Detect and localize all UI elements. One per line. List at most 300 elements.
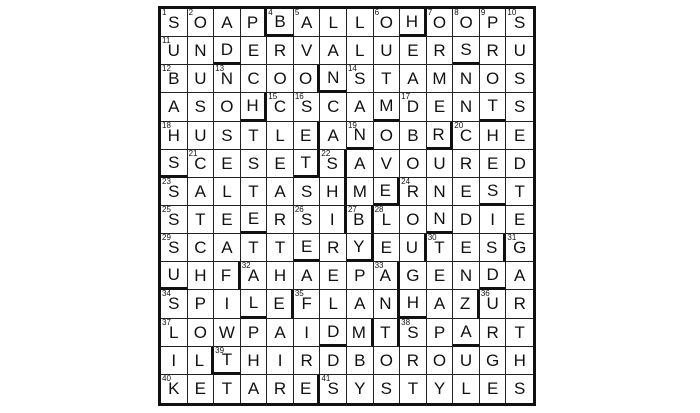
grid-cell[interactable]	[188, 37, 215, 65]
grid-cell[interactable]	[453, 347, 480, 375]
cell-letter: C	[194, 153, 207, 173]
grid-cell[interactable]	[453, 9, 480, 37]
grid-cell[interactable]	[267, 178, 294, 206]
grid-cell[interactable]	[347, 319, 374, 347]
clue-number: 4	[268, 8, 273, 17]
cell-letter: R	[459, 153, 473, 173]
cell-letter: L	[194, 350, 205, 370]
cell-letter: F	[220, 266, 232, 286]
grid-cell[interactable]	[188, 93, 215, 121]
cell-letter: Y	[354, 379, 366, 399]
grid-cell[interactable]	[320, 375, 347, 403]
cell-letter: C	[247, 69, 260, 89]
grid-cell[interactable]	[453, 234, 480, 262]
cell-letter: E	[407, 41, 419, 61]
grid-cell[interactable]	[241, 375, 268, 403]
grid-cell[interactable]	[427, 122, 454, 150]
grid-cell[interactable]	[506, 9, 533, 37]
grid-cell[interactable]	[506, 93, 533, 121]
cell-letter: N	[220, 69, 234, 89]
grid-cell[interactable]	[480, 122, 507, 150]
grid-cell[interactable]	[480, 375, 507, 403]
clue-number: 16	[294, 92, 304, 102]
cell-letter: U	[433, 153, 446, 173]
grid-cell[interactable]	[320, 122, 347, 150]
cell-letter: S	[460, 40, 472, 60]
grid-cell[interactable]	[453, 375, 480, 403]
cell-letter: S	[407, 322, 419, 342]
cell-letter: N	[327, 68, 340, 88]
grid-cell[interactable]	[241, 122, 268, 150]
grid-cell[interactable]	[267, 290, 294, 318]
grid-cell[interactable]	[294, 347, 321, 375]
clue-number: 38	[401, 317, 411, 327]
grid-cell[interactable]	[427, 178, 454, 206]
grid-cell[interactable]	[320, 290, 347, 318]
cell-letter: N	[459, 69, 473, 89]
cell-letter: U	[486, 294, 499, 314]
grid-cell[interactable]	[427, 262, 454, 290]
cell-letter: T	[514, 181, 525, 201]
grid-cell[interactable]	[453, 93, 480, 121]
grid-cell[interactable]	[400, 375, 427, 403]
cell-letter: E	[221, 153, 233, 173]
cell-letter: D	[327, 350, 340, 370]
grid-cell[interactable]	[427, 9, 454, 37]
grid-cell[interactable]	[241, 319, 268, 347]
grid-cell[interactable]	[214, 93, 241, 121]
grid-cell[interactable]	[294, 37, 321, 65]
grid-cell[interactable]	[214, 347, 241, 375]
grid-cell[interactable]	[294, 290, 321, 318]
cell-letter: O	[486, 69, 500, 89]
grid-cell[interactable]	[320, 319, 347, 347]
grid-cell[interactable]	[506, 347, 533, 375]
grid-cell[interactable]	[480, 290, 507, 318]
grid-cell[interactable]	[374, 37, 401, 65]
grid-cell[interactable]	[241, 9, 268, 37]
cell-letter: R	[433, 41, 446, 61]
grid-cell[interactable]	[320, 178, 347, 206]
grid-cell[interactable]	[506, 319, 533, 347]
cell-letter: E	[274, 153, 286, 173]
grid-cell[interactable]	[480, 37, 507, 65]
grid-cell[interactable]	[374, 290, 401, 318]
grid-cell[interactable]	[161, 37, 188, 65]
grid-cell[interactable]	[347, 262, 374, 290]
grid-cell[interactable]	[241, 206, 268, 234]
grid-cell[interactable]	[347, 93, 374, 121]
grid-cell[interactable]	[480, 9, 507, 37]
grid-cell[interactable]	[400, 37, 427, 65]
grid-cell[interactable]	[347, 290, 374, 318]
grid-cell[interactable]	[214, 206, 241, 234]
grid-cell[interactable]	[453, 65, 480, 93]
cell-letter: T	[248, 238, 259, 258]
grid-cell[interactable]	[427, 347, 454, 375]
grid-cell[interactable]	[427, 93, 454, 121]
grid-cell[interactable]	[347, 206, 374, 234]
grid-cell[interactable]	[506, 150, 533, 178]
cell-letter: C	[273, 97, 287, 117]
clue-number: 25	[162, 204, 171, 214]
grid-cell[interactable]	[320, 234, 347, 262]
cell-letter: A	[247, 379, 260, 399]
cell-letter: T	[248, 181, 259, 201]
grid-cell[interactable]	[267, 375, 294, 403]
grid-cell[interactable]	[188, 234, 215, 262]
grid-cell[interactable]	[188, 65, 215, 93]
cell-letter: A	[407, 69, 419, 89]
grid-cell[interactable]	[453, 319, 480, 347]
cell-letter: L	[248, 293, 259, 313]
grid-cell[interactable]	[241, 178, 268, 206]
grid-cell[interactable]	[294, 262, 321, 290]
cell-letter: T	[434, 238, 445, 258]
grid-cell[interactable]	[400, 65, 427, 93]
grid-cell[interactable]	[506, 375, 533, 403]
grid-cell[interactable]	[506, 122, 533, 150]
grid-cell[interactable]	[347, 234, 374, 262]
grid-cell[interactable]	[161, 262, 188, 290]
cell-letter: E	[380, 238, 393, 258]
cell-letter: S	[514, 69, 526, 89]
cell-letter: L	[275, 125, 285, 145]
grid-cell[interactable]	[161, 9, 188, 37]
grid-cell[interactable]	[374, 375, 401, 403]
grid-cell[interactable]	[241, 347, 268, 375]
cell-letter: H	[167, 125, 180, 145]
grid-cell[interactable]	[294, 319, 321, 347]
cell-letter: S	[485, 238, 498, 258]
cell-letter: S	[486, 180, 499, 200]
grid-cell[interactable]	[161, 178, 188, 206]
grid-cell[interactable]	[347, 375, 374, 403]
grid-cell[interactable]	[374, 347, 401, 375]
grid-cell[interactable]	[480, 262, 507, 290]
grid-cell[interactable]	[188, 319, 215, 347]
grid-cell[interactable]	[400, 9, 427, 37]
cell-letter: O	[432, 350, 447, 370]
cell-letter: A	[221, 238, 233, 258]
grid-cell[interactable]	[188, 290, 215, 318]
cell-letter: P	[194, 294, 207, 314]
grid-cell[interactable]	[374, 65, 401, 93]
grid-cell[interactable]	[294, 375, 321, 403]
grid-cell[interactable]	[214, 178, 241, 206]
grid-cell[interactable]	[161, 122, 188, 150]
cell-letter: M	[351, 322, 366, 342]
clue-number: 31	[507, 233, 517, 243]
grid-cell[interactable]	[267, 262, 294, 290]
grid-cell[interactable]	[506, 206, 533, 234]
grid-cell[interactable]	[214, 319, 241, 347]
grid-cell[interactable]	[506, 262, 533, 290]
grid-cell[interactable]	[480, 65, 507, 93]
grid-cell[interactable]	[214, 150, 241, 178]
grid-cell[interactable]	[267, 206, 294, 234]
cell-letter: U	[459, 350, 473, 370]
cell-letter: P	[486, 13, 499, 33]
grid-cell[interactable]	[427, 65, 454, 93]
grid-cell[interactable]	[427, 375, 454, 403]
cell-letter: T	[221, 379, 233, 399]
cell-letter: T	[248, 125, 259, 145]
grid-cell[interactable]	[241, 93, 268, 121]
grid-cell[interactable]	[188, 178, 215, 206]
grid-cell[interactable]	[400, 319, 427, 347]
grid-cell[interactable]	[453, 206, 480, 234]
grid-cell[interactable]	[161, 206, 188, 234]
cell-letter: H	[326, 181, 339, 201]
crossword-grid	[158, 6, 536, 406]
cell-letter: G	[406, 266, 420, 286]
grid-cell[interactable]	[453, 290, 480, 318]
cell-letter: O	[220, 97, 234, 117]
grid-cell[interactable]	[161, 234, 188, 262]
grid-cell[interactable]	[506, 178, 533, 206]
grid-cell[interactable]	[161, 93, 188, 121]
cell-letter: S	[300, 210, 313, 230]
cell-letter: I	[490, 210, 495, 230]
grid-cell[interactable]	[427, 37, 454, 65]
cell-letter: K	[168, 379, 180, 399]
grid-cell[interactable]	[347, 150, 374, 178]
grid-cell[interactable]	[374, 150, 401, 178]
cell-letter: E	[433, 97, 446, 117]
grid-cell[interactable]	[241, 150, 268, 178]
grid-cell[interactable]	[400, 150, 427, 178]
grid-cell[interactable]	[506, 234, 533, 262]
cell-letter: U	[513, 41, 526, 61]
cell-letter: R	[486, 41, 499, 61]
grid-cell[interactable]	[161, 347, 188, 375]
grid-cell[interactable]	[427, 206, 454, 234]
cell-letter: O	[273, 69, 287, 89]
cell-letter: B	[168, 69, 180, 89]
cell-letter: I	[277, 350, 283, 370]
clue-number: 32	[241, 261, 251, 271]
clue-number: 14	[347, 64, 357, 74]
grid-cell[interactable]	[400, 347, 427, 375]
grid-cell[interactable]	[320, 262, 347, 290]
grid-cell[interactable]	[214, 234, 241, 262]
grid-cell[interactable]	[267, 122, 294, 150]
cell-letter: L	[328, 294, 338, 314]
grid-cell[interactable]	[188, 347, 215, 375]
grid-cell[interactable]	[214, 290, 241, 318]
grid-cell[interactable]	[400, 262, 427, 290]
grid-cell[interactable]	[241, 262, 268, 290]
grid-cell[interactable]	[188, 262, 215, 290]
grid-cell[interactable]	[400, 122, 427, 150]
grid-cell[interactable]	[161, 65, 188, 93]
grid-cell[interactable]	[161, 150, 188, 178]
grid-cell[interactable]	[214, 375, 241, 403]
grid-cell[interactable]	[427, 319, 454, 347]
grid-cell[interactable]	[161, 319, 188, 347]
grid-cell[interactable]	[161, 375, 188, 403]
grid-cell[interactable]	[320, 37, 347, 65]
clue-number: 41	[321, 373, 331, 383]
grid-cell[interactable]	[188, 122, 215, 150]
grid-cell[interactable]	[214, 65, 241, 93]
grid-cell[interactable]	[374, 262, 401, 290]
grid-cell[interactable]	[214, 262, 241, 290]
grid-cell[interactable]	[480, 347, 507, 375]
grid-cell[interactable]	[294, 122, 321, 150]
grid-cell[interactable]	[374, 319, 401, 347]
cell-letter: A	[327, 125, 339, 145]
grid-cell[interactable]	[267, 65, 294, 93]
cell-letter: D	[220, 40, 234, 60]
grid-cell[interactable]	[453, 37, 480, 65]
cell-letter: N	[433, 209, 446, 229]
grid-cell[interactable]	[480, 150, 507, 178]
cell-letter: S	[514, 13, 526, 33]
grid-cell[interactable]	[400, 93, 427, 121]
grid-cell[interactable]	[267, 37, 294, 65]
grid-cell[interactable]	[480, 206, 507, 234]
grid-cell[interactable]	[347, 347, 374, 375]
grid-cell[interactable]	[427, 290, 454, 318]
grid-cell[interactable]	[294, 65, 321, 93]
grid-cell[interactable]	[374, 234, 401, 262]
grid-cell[interactable]	[347, 65, 374, 93]
clue-number: 9	[480, 8, 486, 17]
cell-letter: C	[194, 238, 207, 258]
cell-letter: U	[380, 41, 393, 61]
grid-cell[interactable]	[453, 122, 480, 150]
grid-cell[interactable]	[400, 178, 427, 206]
grid-cell[interactable]	[267, 9, 294, 37]
cell-letter: O	[406, 153, 420, 173]
grid-cell[interactable]	[480, 93, 507, 121]
grid-cell[interactable]	[374, 178, 401, 206]
cell-letter: T	[300, 152, 311, 172]
cell-letter: T	[487, 96, 498, 116]
grid-cell[interactable]	[241, 234, 268, 262]
cell-letter: H	[513, 350, 526, 370]
grid-cell[interactable]	[320, 347, 347, 375]
grid-cell[interactable]	[400, 206, 427, 234]
grid-cell[interactable]	[374, 93, 401, 121]
cell-letter: S	[327, 379, 339, 399]
cell-letter: T	[221, 349, 233, 369]
grid-cell[interactable]	[320, 93, 347, 121]
clue-number: 40	[162, 373, 171, 383]
cell-letter: I	[171, 350, 177, 370]
cell-letter: W	[218, 322, 235, 342]
cell-letter: E	[273, 294, 285, 314]
grid-cell[interactable]	[374, 206, 401, 234]
grid-cell[interactable]	[347, 178, 374, 206]
grid-cell[interactable]	[267, 347, 294, 375]
cell-letter: T	[381, 69, 392, 89]
grid-cell[interactable]	[320, 65, 347, 93]
grid-cell[interactable]	[453, 262, 480, 290]
cell-letter: T	[514, 322, 525, 342]
grid-cell[interactable]	[294, 9, 321, 37]
grid-cell[interactable]	[480, 319, 507, 347]
grid-cell[interactable]	[320, 150, 347, 178]
grid-cell[interactable]	[453, 150, 480, 178]
grid-cell[interactable]	[188, 9, 215, 37]
grid-cell[interactable]	[267, 234, 294, 262]
grid-cell[interactable]	[347, 9, 374, 37]
clue-number: 11	[162, 36, 171, 46]
cell-letter: S	[514, 97, 526, 117]
cell-letter: V	[380, 153, 393, 173]
cell-letter: B	[274, 12, 286, 32]
grid-cell[interactable]	[506, 65, 533, 93]
clue-number: 20	[454, 120, 464, 130]
cell-letter: A	[274, 322, 286, 342]
cell-letter: R	[486, 322, 499, 342]
cell-letter: H	[273, 266, 287, 286]
grid-cell[interactable]	[241, 37, 268, 65]
cell-letter: A	[514, 266, 526, 286]
cell-letter: A	[300, 266, 313, 286]
clue-number: 24	[401, 176, 411, 186]
cell-letter: S	[380, 379, 393, 399]
grid-cell[interactable]	[374, 9, 401, 37]
grid-cell[interactable]	[427, 150, 454, 178]
grid-cell[interactable]	[267, 319, 294, 347]
grid-cell[interactable]	[161, 290, 188, 318]
grid-cell[interactable]	[294, 206, 321, 234]
grid-cell[interactable]	[241, 290, 268, 318]
grid-cell[interactable]	[294, 234, 321, 262]
cell-letter: I	[224, 294, 230, 314]
grid-cell[interactable]	[427, 234, 454, 262]
grid-cell[interactable]	[214, 122, 241, 150]
cell-letter: E	[433, 266, 446, 286]
grid-cell[interactable]	[374, 122, 401, 150]
clue-number: 12	[162, 64, 171, 74]
grid-cell[interactable]	[188, 150, 215, 178]
grid-cell[interactable]	[480, 234, 507, 262]
cell-letter: A	[168, 97, 180, 117]
grid-cell[interactable]	[294, 150, 321, 178]
clue-number: 29	[162, 233, 171, 243]
grid-cell[interactable]	[214, 37, 241, 65]
grid-cell[interactable]	[320, 9, 347, 37]
grid-cell[interactable]	[347, 122, 374, 150]
grid-cell[interactable]	[506, 290, 533, 318]
grid-cell[interactable]	[400, 290, 427, 318]
grid-cell[interactable]	[188, 206, 215, 234]
cell-letter: U	[167, 265, 180, 285]
grid-cell[interactable]	[294, 93, 321, 121]
grid-cell[interactable]	[347, 37, 374, 65]
grid-cell[interactable]	[453, 178, 480, 206]
grid-cell[interactable]	[241, 65, 268, 93]
cell-letter: N	[459, 97, 473, 117]
cell-letter: R	[273, 210, 287, 230]
grid-cell[interactable]	[267, 150, 294, 178]
grid-cell[interactable]	[480, 178, 507, 206]
grid-cell[interactable]	[267, 93, 294, 121]
cell-letter: Y	[353, 237, 365, 257]
grid-cell[interactable]	[400, 234, 427, 262]
grid-cell[interactable]	[214, 9, 241, 37]
cell-letter: O	[299, 69, 313, 89]
grid-cell[interactable]	[506, 37, 533, 65]
grid-cell[interactable]	[320, 206, 347, 234]
grid-cell[interactable]	[294, 178, 321, 206]
grid-cell[interactable]	[188, 375, 215, 403]
